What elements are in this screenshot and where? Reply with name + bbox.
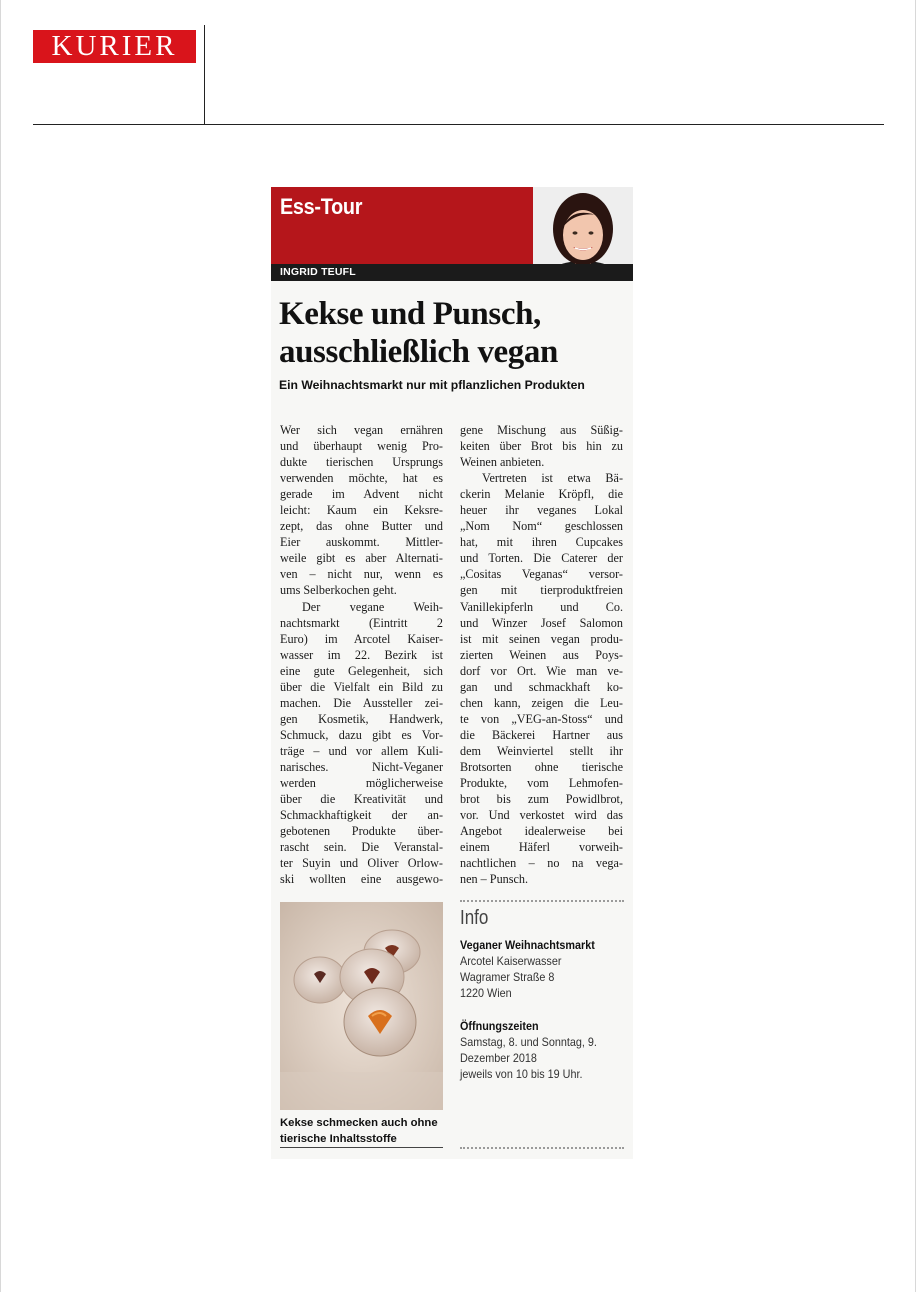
author-byline: INGRID TEUFL <box>280 266 356 278</box>
article-column-left <box>280 422 443 887</box>
text-line: „Cositas Veganas“ versor- <box>460 567 623 582</box>
masthead-divider-vertical <box>204 25 205 125</box>
text-line: über die Kreativität und <box>280 792 443 807</box>
text-line: chen kann, zeigen die Leu- <box>460 695 623 710</box>
article-column-right <box>460 422 623 887</box>
text-line: Eier auskommt. Mittler- <box>280 535 443 550</box>
text-line: Weinen anbieten. <box>460 455 545 470</box>
text-line: träge – und vor allem Kuli- <box>280 743 443 758</box>
text-line: heuer ihr veganes Lokal <box>460 503 623 518</box>
hours-line: jeweils von 10 bis 19 Uhr. <box>460 1067 583 1081</box>
text-line: werden möglicherweise <box>280 776 443 791</box>
text-line: weile gibt es aber Alternati- <box>280 551 443 566</box>
text-line: dukte tierischen Ursprungs <box>280 455 443 470</box>
venue-line: Wagramer Straße 8 <box>460 970 555 984</box>
text-line: vor. Und verkostet wird das <box>460 808 623 823</box>
text-line: Produkte, vom Lehmofen- <box>460 776 623 791</box>
text-line: zept, das ohne Butter und <box>280 519 443 534</box>
text-line: ckerin Melanie Kröpfl, die <box>460 487 623 502</box>
headline-line: Kekse und Punsch, <box>279 296 541 332</box>
text-line: nen – Punsch. <box>460 872 529 887</box>
text-line: ums Selberkochen geht. <box>280 583 397 598</box>
rubric-title: Ess-Tour <box>280 194 363 219</box>
text-line: und überhaupt wenig Pro- <box>280 439 443 454</box>
text-line: Der vegane Weih- <box>302 599 443 614</box>
article-subheadline: Ein Weihnachtsmarkt nur mit pflanzlichen Produkten <box>279 378 585 392</box>
text-line: narisches. Nicht-Veganer <box>280 759 443 774</box>
text-line: keiten über Brot bis hin zu <box>460 439 623 454</box>
text-line: dem Weinviertel stellt ihr <box>460 743 623 758</box>
caption-line: tierische Inhaltsstoffe <box>280 1133 397 1145</box>
text-line: die Bäckerei Hartner aus <box>460 727 623 742</box>
info-box-title: Info <box>460 907 489 929</box>
venue-line: 1220 Wien <box>460 986 512 1000</box>
text-line: nachtsmarkt (Eintritt 2 <box>280 615 443 630</box>
text-line: ski wollten eine ausgewo- <box>280 872 443 887</box>
text-line: verwenden möchte, hat es <box>280 471 443 486</box>
text-line: Vanillekipferln und Co. <box>460 599 623 614</box>
text-line: über die Vielfalt ein Bild zu <box>280 679 443 694</box>
info-hours <box>460 1018 630 1082</box>
hours-heading: Öffnungszeiten <box>460 1019 539 1033</box>
text-line: gerade im Advent nicht <box>280 487 443 502</box>
rubric-header <box>271 187 633 281</box>
text-line: hat, mit ihren Cupcakes <box>460 535 623 550</box>
text-line: Brotsorten ohne tierische <box>460 759 623 774</box>
text-line: Euro) im Arcotel Kaiser- <box>280 631 443 646</box>
text-line: einem Häferl vorweih- <box>460 840 623 855</box>
photo-caption <box>280 1115 443 1147</box>
text-line: zierten Weinen aus Poys- <box>460 647 623 662</box>
article-headline <box>279 295 629 371</box>
info-divider-top <box>460 900 624 902</box>
text-line: leicht: Kaum ein Keksre- <box>280 503 443 518</box>
masthead-divider-horizontal <box>33 124 884 125</box>
text-line: gebotenen Produkte über- <box>280 824 443 839</box>
text-line: Angebot idealerweise bei <box>460 824 623 839</box>
text-line: „Nom Nom“ geschlossen <box>460 519 623 534</box>
hours-line: Dezember 2018 <box>460 1051 537 1065</box>
article-clipping <box>271 187 633 1159</box>
text-line: Vertreten ist etwa Bä- <box>482 471 623 486</box>
text-line: Schmackhaftigkeit der an- <box>280 808 443 823</box>
text-line: brot bis zum Powidlbrot, <box>460 792 623 807</box>
text-line: eine gute Gelegenheit, sich <box>280 663 443 678</box>
venue-heading: Veganer Weihnachtsmarkt <box>460 938 595 952</box>
caption-rule <box>280 1147 443 1148</box>
headline-line: ausschließlich vegan <box>279 334 558 370</box>
text-line: und Winzer Josef Salomon <box>460 615 623 630</box>
text-line: und Torten. Die Caterer der <box>460 551 623 566</box>
text-line: dorf vor Ort. Wie man ve- <box>460 663 623 678</box>
kurier-logo: KURIER <box>33 30 196 63</box>
text-line: ven – nicht nur, wenn es <box>280 567 443 582</box>
text-line: wasser im 22. Bezirk ist <box>280 647 443 662</box>
text-line: rascht sein. Die Veranstal- <box>280 840 443 855</box>
text-line: gene Mischung aus Süßig- <box>460 423 623 437</box>
text-line: Wer sich vegan ernähren <box>280 423 443 437</box>
venue-line: Arcotel Kaiserwasser <box>460 954 562 968</box>
text-line: machen. Die Aussteller zei- <box>280 695 443 710</box>
text-line: gen Kosmetik, Handwerk, <box>280 711 443 726</box>
text-line: Schmuck, dazu gibt es Vor- <box>280 727 443 742</box>
cookie-photo <box>280 902 443 1110</box>
info-venue <box>460 937 630 1001</box>
text-line: nachtlichen – no na vega- <box>460 856 623 871</box>
byline-bar <box>271 264 633 281</box>
text-line: ter Suyin und Oliver Orlow- <box>280 856 443 871</box>
text-line: te von „VEG-an-Stoss“ und <box>460 711 623 726</box>
hours-line: Samstag, 8. und Sonntag, 9. <box>460 1035 597 1049</box>
text-line: ist mit seinen vegan produ- <box>460 631 623 646</box>
text-line: gan und schmackhaft ko- <box>460 679 623 694</box>
text-line: gen mit tierproduktfreien <box>460 583 623 598</box>
info-divider-bottom <box>460 1147 624 1149</box>
caption-line: Kekse schmecken auch ohne <box>280 1117 438 1129</box>
